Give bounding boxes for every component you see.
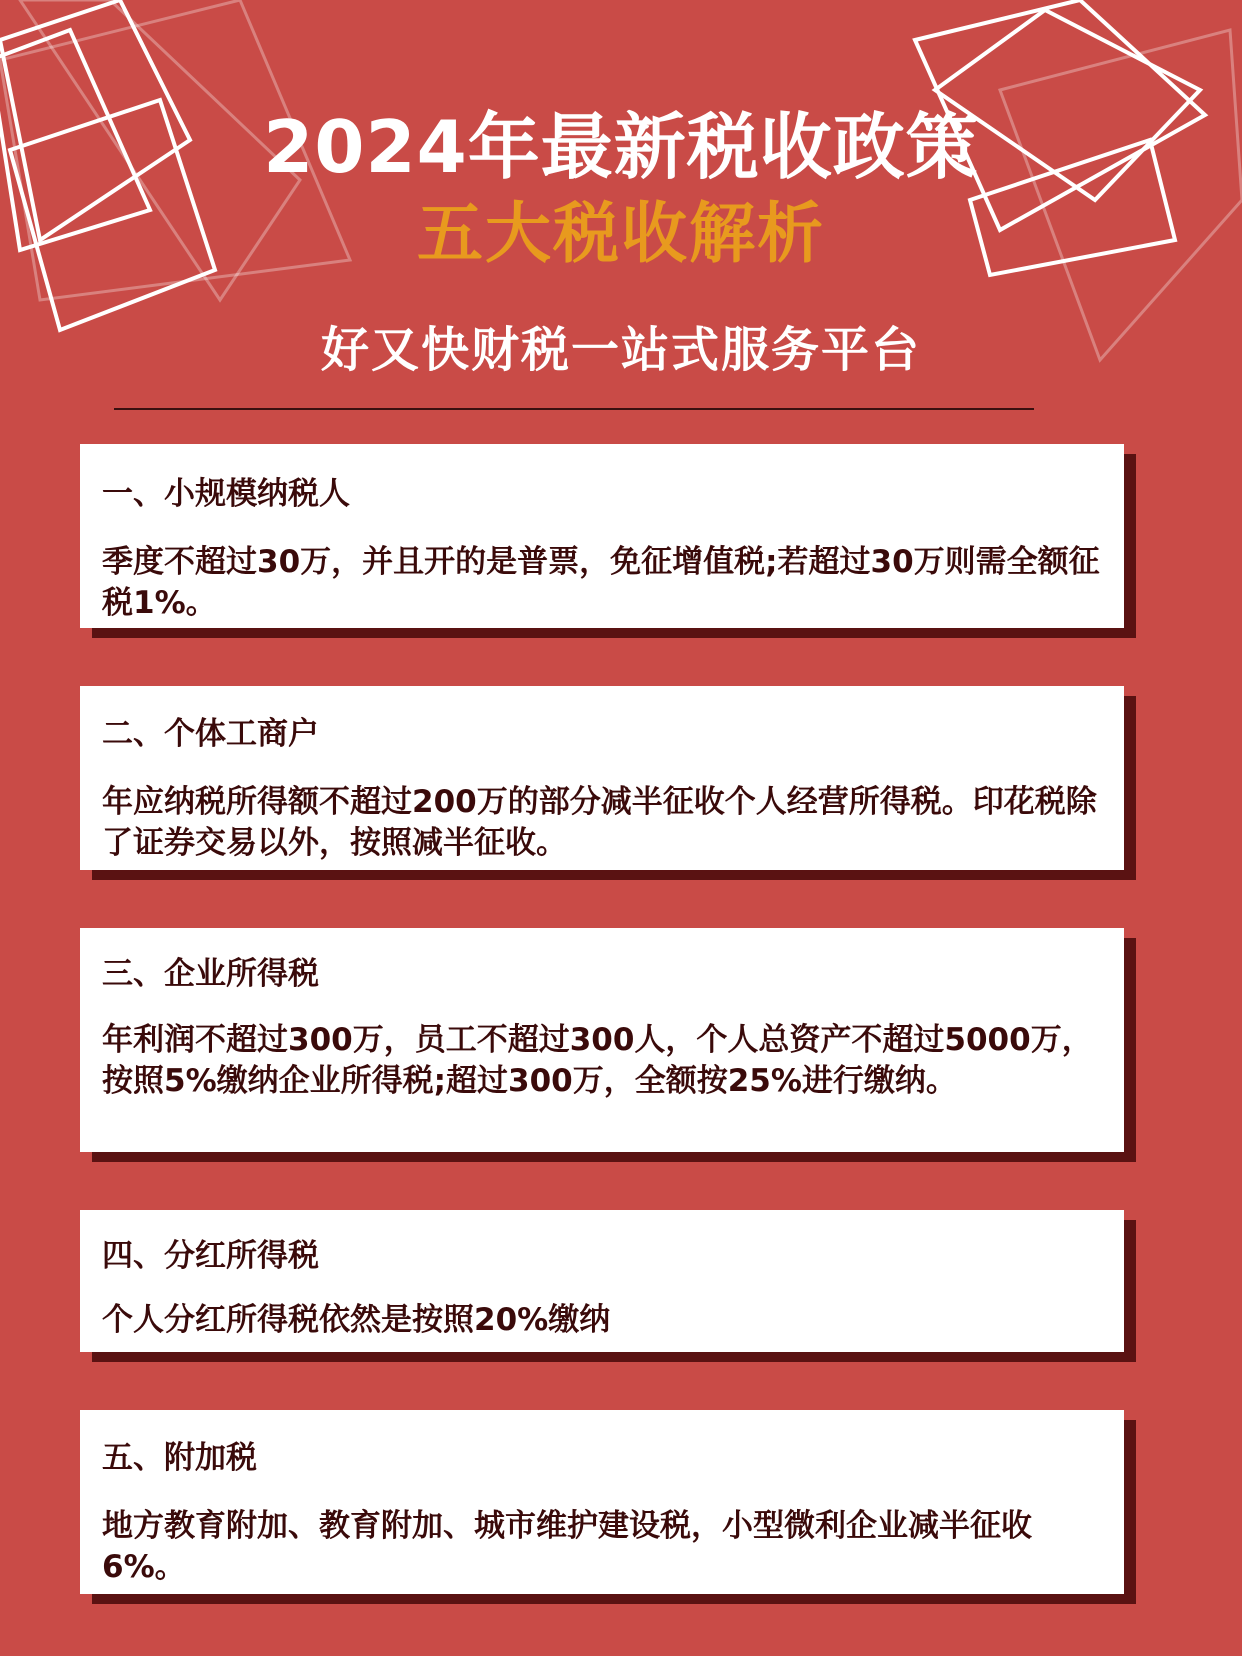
header: [0, 0, 1242, 420]
card-title: 五、附加税: [102, 1440, 257, 1476]
card-body: 季度不超过30万，并且开的是普票，免征增值税;若超过30万则需全额征税1%。: [102, 544, 1100, 621]
page-title: 2024年最新税收政策: [263, 105, 979, 189]
card-body: 年应纳税所得额不超过200万的部分减半征收个人经营所得税。印花税除了证券交易以外，按照减半征收。: [102, 784, 1097, 861]
policy-card-individual-business: [80, 686, 1124, 870]
policy-card-small-scale-taxpayer: [80, 444, 1124, 628]
card-title: 一、小规模纳税人: [102, 476, 350, 512]
policy-card-dividend-tax: [80, 1210, 1124, 1352]
header-divider: [114, 408, 1034, 410]
card-body: 个人分红所得税依然是按照20%缴纳: [102, 1302, 611, 1338]
card-title: 四、分红所得税: [102, 1238, 319, 1274]
card-title: 二、个体工商户: [102, 716, 319, 752]
policy-card-corporate-income-tax: [80, 928, 1124, 1152]
card-title: 三、企业所得税: [102, 956, 319, 992]
page-subtitle: 好又快财税一站式服务平台: [320, 322, 921, 378]
card-body: 年利润不超过300万，员工不超过300人，个人总资产不超过5000万，按照5%缴纳企业所得税;超过300万，全额按25%进行缴纳。: [102, 1022, 1093, 1099]
page-highlight-title: 五大税收解析: [417, 195, 825, 272]
policy-card-surtax: [80, 1410, 1124, 1594]
card-body: 地方教育附加、教育附加、城市维护建设税，小型微利企业减半征收6%。: [102, 1508, 1032, 1585]
